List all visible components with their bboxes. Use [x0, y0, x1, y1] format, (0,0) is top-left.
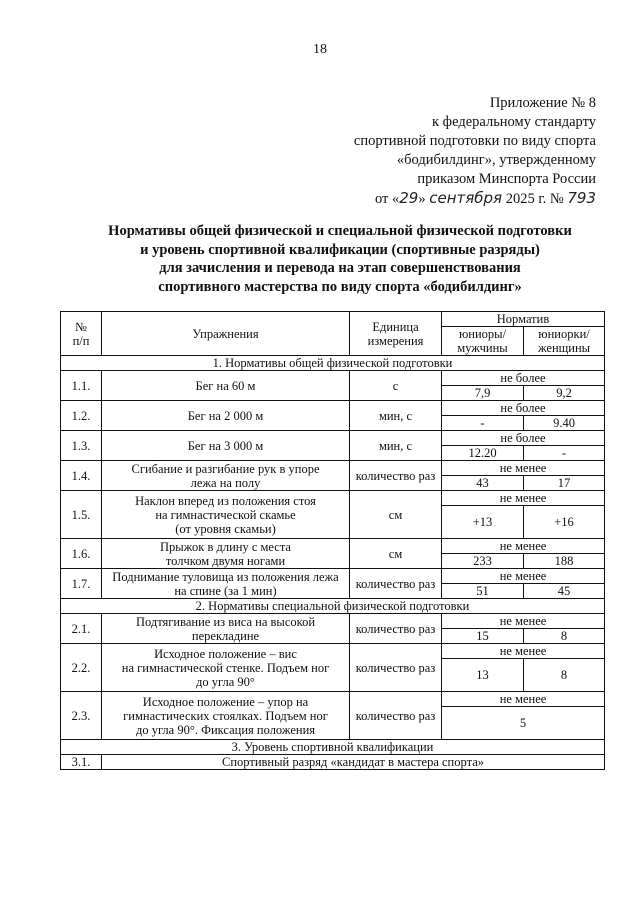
row-condition: не более — [442, 371, 605, 386]
section-title: 3. Уровень спортивной квалификации — [61, 740, 605, 755]
row-num: 1.3. — [61, 431, 102, 461]
table-row — [61, 569, 605, 584]
row-condition: не менее — [442, 569, 605, 584]
title-line: для зачисления и перевода на этап совершенствования — [159, 260, 521, 276]
row-unit: количество раз — [350, 614, 442, 644]
table-row — [61, 491, 605, 506]
row-value-men: - — [442, 416, 524, 431]
row-num: 1.7. — [61, 569, 102, 599]
appendix-line: спортивной подготовки по виду спорта — [353, 133, 596, 149]
row-value-women: - — [524, 446, 605, 461]
row-value-men: 7,9 — [442, 386, 524, 401]
row-exercise: Наклон вперед из положения стоя на гимнастической скамье (от уровня скамьи) — [102, 491, 350, 539]
header-unit: Единица измерения — [350, 312, 442, 356]
row-num: 2.2. — [61, 644, 102, 692]
row-value-men: 12.20 — [442, 446, 524, 461]
row-exercise: Бег на 60 м — [102, 371, 350, 401]
order-date-line — [296, 189, 596, 209]
order-number: 793 — [567, 189, 596, 207]
row-value-men: 15 — [442, 629, 524, 644]
row-exercise: Сгибание и разгибание рук в упоре лежа на полу — [102, 461, 350, 491]
section-row — [61, 740, 605, 755]
section-title: 2. Нормативы специальной физической подготовки — [61, 599, 605, 614]
row-value-men: 13 — [442, 659, 524, 692]
row-exercise: Спортивный разряд «кандидат в мастера спорта» — [102, 755, 605, 770]
document-title — [60, 222, 620, 296]
row-condition: не менее — [442, 692, 605, 707]
row-value-women: 9,2 — [524, 386, 605, 401]
row-unit: количество раз — [350, 569, 442, 599]
header-norm: Норматив — [442, 312, 605, 327]
row-exercise: Бег на 2 000 м — [102, 401, 350, 431]
row-condition: не менее — [442, 491, 605, 506]
row-exercise: Исходное положение – упор на гимнастических стоялках. Подъем ног до угла 90°. Фиксация положения — [102, 692, 350, 740]
row-condition: не более — [442, 431, 605, 446]
table-row — [61, 692, 605, 707]
row-condition: не менее — [442, 644, 605, 659]
row-value-women: 8 — [524, 659, 605, 692]
row-exercise: Подтягивание из виса на высокой перекладине — [102, 614, 350, 644]
row-num: 1.1. — [61, 371, 102, 401]
table-row — [61, 431, 605, 446]
date-year: 2025 г. № — [502, 191, 568, 207]
row-condition: не менее — [442, 539, 605, 554]
section-row — [61, 356, 605, 371]
row-value-women: 17 — [524, 476, 605, 491]
table-row — [61, 401, 605, 416]
table-row — [61, 461, 605, 476]
table-row — [61, 614, 605, 629]
row-condition: не более — [442, 401, 605, 416]
row-value-women: 45 — [524, 584, 605, 599]
page-number: 18 — [313, 42, 327, 57]
row-condition: не менее — [442, 461, 605, 476]
row-num: 2.1. — [61, 614, 102, 644]
date-mid: » — [418, 191, 430, 207]
row-exercise: Исходное положение – вис на гимнастической стенке. Подъем ног до угла 90° — [102, 644, 350, 692]
appendix-block — [296, 94, 596, 209]
norms-table-body — [61, 312, 605, 770]
row-value-men: 233 — [442, 554, 524, 569]
section-title: 1. Нормативы общей физической подготовки — [61, 356, 605, 371]
row-unit: с — [350, 371, 442, 401]
row-value-women: 8 — [524, 629, 605, 644]
row-unit: мин, с — [350, 401, 442, 431]
row-unit: количество раз — [350, 692, 442, 740]
row-unit: см — [350, 491, 442, 539]
row-num: 1.2. — [61, 401, 102, 431]
table-row — [61, 371, 605, 386]
header-exercise: Упражнения — [102, 312, 350, 356]
date-prefix: от « — [374, 191, 400, 207]
row-num: 1.6. — [61, 539, 102, 569]
row-condition: не менее — [442, 614, 605, 629]
row-unit: см — [350, 539, 442, 569]
row-exercise: Поднимание туловища из положения лежа на спине (за 1 мин) — [102, 569, 350, 599]
header-women: юниорки/ женщины — [524, 327, 605, 356]
row-value-women: 188 — [524, 554, 605, 569]
appendix-line: к федеральному стандарту — [432, 114, 596, 130]
header-men: юниоры/ мужчины — [442, 327, 524, 356]
row-value-women: 9.40 — [524, 416, 605, 431]
title-line: Нормативы общей физической и специальной физической подготовки — [108, 223, 572, 239]
row-unit: мин, с — [350, 431, 442, 461]
appendix-line: «бодибилдинг», утвержденному — [396, 152, 596, 168]
table-row — [61, 755, 605, 770]
appendix-line: Приложение № 8 — [489, 95, 596, 111]
title-line: и уровень спортивной квалификации (спортивные разряды) — [140, 241, 540, 258]
title-line: спортивного мастерства по виду спорта «бодибилдинг» — [158, 278, 522, 295]
table-row — [61, 644, 605, 659]
row-num: 1.5. — [61, 491, 102, 539]
row-num: 1.4. — [61, 461, 102, 491]
row-value-men: 43 — [442, 476, 524, 491]
header-num: № п/п — [61, 312, 102, 356]
header-row — [61, 312, 605, 327]
section-row — [61, 599, 605, 614]
row-num: 3.1. — [61, 755, 102, 770]
appendix-line: приказом Минспорта России — [417, 171, 596, 187]
date-month: сентября — [429, 189, 503, 207]
row-unit: количество раз — [350, 644, 442, 692]
table-row — [61, 539, 605, 554]
date-day: 29 — [399, 189, 419, 207]
row-exercise: Прыжок в длину с места толчком двумя ногами — [102, 539, 350, 569]
norms-table — [60, 311, 605, 770]
row-unit: количество раз — [350, 461, 442, 491]
row-num: 2.3. — [61, 692, 102, 740]
row-exercise: Бег на 3 000 м — [102, 431, 350, 461]
row-value-merged: 5 — [442, 707, 605, 740]
row-value-men: 51 — [442, 584, 524, 599]
row-value-women: +16 — [524, 506, 605, 539]
row-value-men: +13 — [442, 506, 524, 539]
